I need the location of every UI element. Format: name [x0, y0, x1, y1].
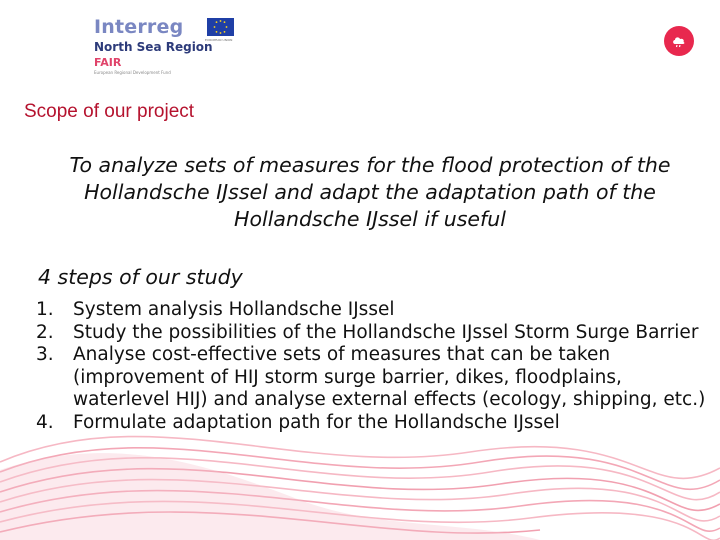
cloud-badge	[664, 26, 694, 56]
steps-title: 4 steps of our study	[38, 265, 243, 289]
list-item	[36, 344, 706, 412]
step-number: 3.	[36, 344, 54, 365]
eu-flag-icon	[207, 18, 234, 36]
logo-tagline: European Regional Development Fund	[94, 70, 171, 75]
list-item	[36, 299, 706, 322]
step-text: Formulate adaptation path for the Hollandsche IJssel	[73, 411, 560, 433]
list-item	[36, 412, 706, 435]
step-text: Study the possibilities of the Hollandsche IJssel Storm Surge Barrier	[73, 321, 699, 343]
logo-wordmark: Interreg	[94, 16, 184, 38]
step-number: 2.	[36, 321, 54, 343]
eu-caption: EUROPEAN UNION	[205, 38, 233, 42]
project-goal: To analyze sets of measures for the flood protection of the Hollandsche IJssel and adapt the adaptation path of the Hollandsche IJssel if useful	[69, 153, 671, 231]
step-number: 1.	[36, 299, 54, 320]
step-text: Analyse cost-effective sets of measures that can be taken (improvement of HIJ storm surge barrier, dikes, floodplains, waterlevel HIJ) and analyse external effects (ecology, shipping, etc.)	[73, 344, 706, 410]
section-heading: Scope of our project	[24, 101, 195, 122]
steps-list	[36, 299, 706, 434]
logo-region: North Sea Region	[94, 40, 213, 54]
cloud-icon	[671, 33, 687, 49]
step-text: System analysis Hollandsche IJssel	[73, 299, 395, 320]
list-item	[36, 322, 706, 345]
step-number: 4.	[36, 411, 54, 433]
interreg-logo	[92, 16, 242, 78]
logo-project: FAIR	[94, 56, 122, 69]
